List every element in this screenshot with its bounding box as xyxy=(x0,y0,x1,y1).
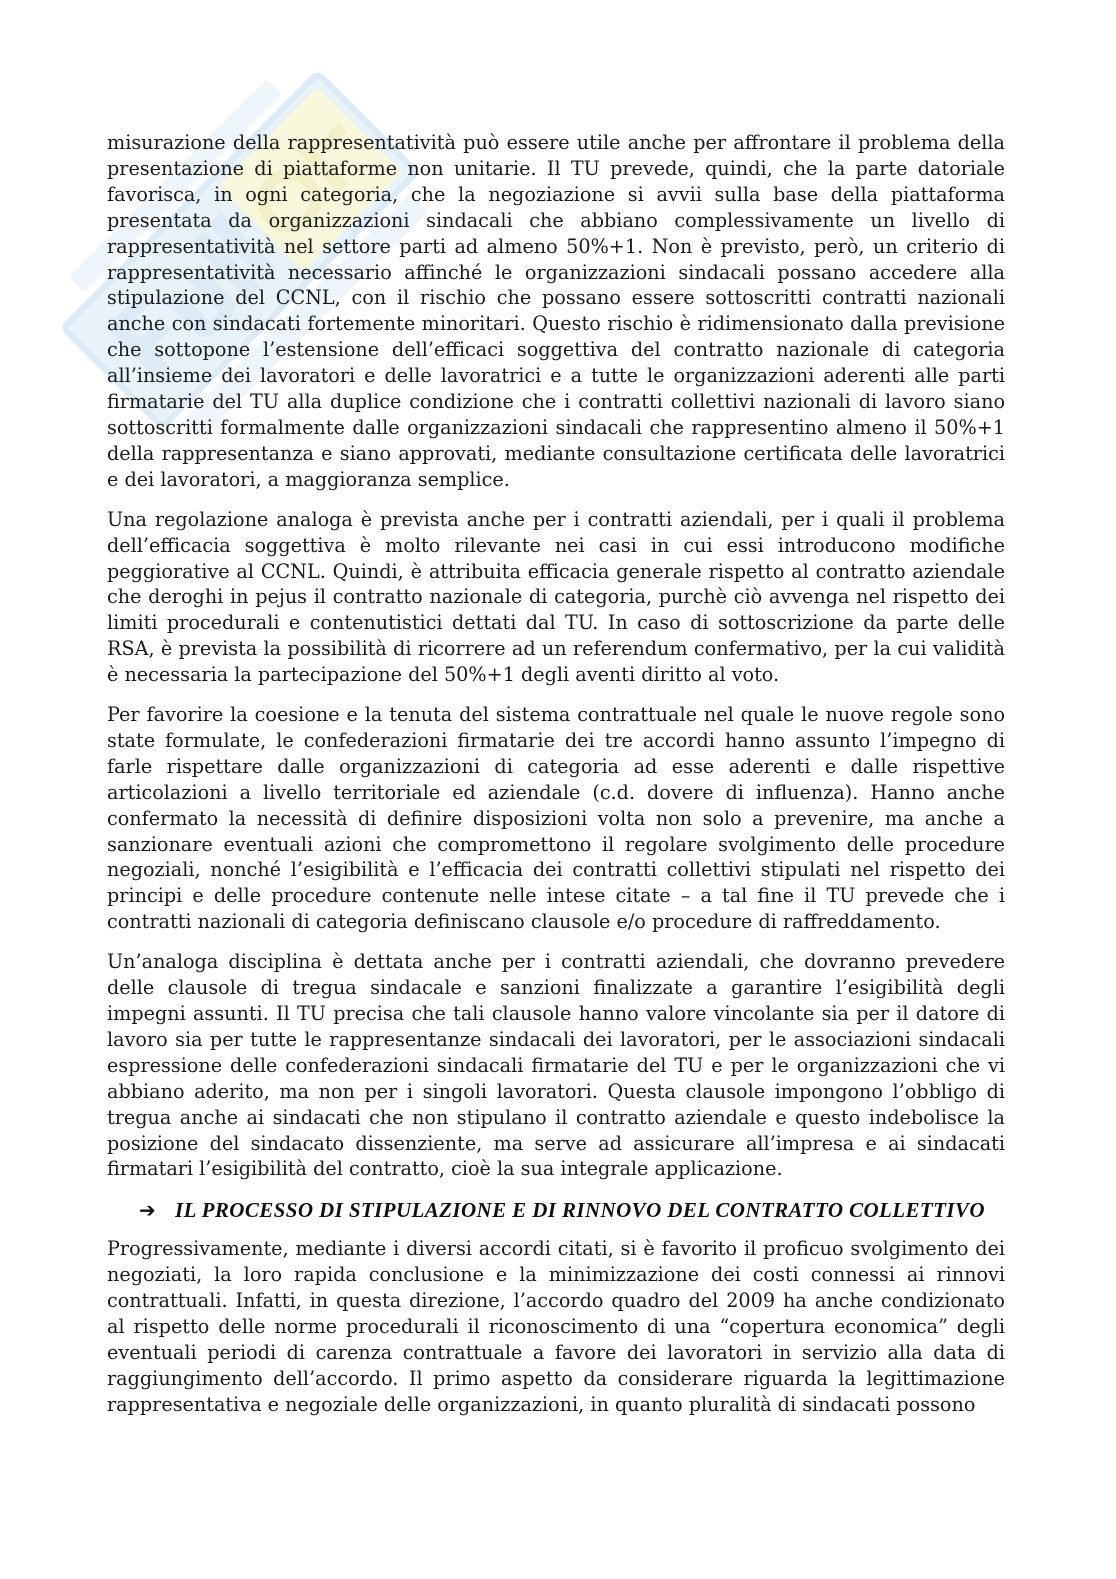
section-heading xyxy=(107,1196,1005,1224)
paragraph-5: Progressivamente, mediante i diversi accordi citati, si è favorito il proficuo svolgimento dei negoziati, la loro rapida conclusione e la minimizzazione dei costi connessi ai rinnovi contrattuali. Infatti, in questa direzione, l’accordo quadro del 2009 ha anche condizionato al rispetto delle norme procedurali il riconoscimento di una “copertura economica” degli eventuali periodi di carenza contrattuale a favore dei lavoratori in servizio alla data di raggiungimento dell’accordo. Il primo aspetto da considerare riguarda la legittimazione rappresentativa e negoziale delle organizzazioni, in quanto pluralità di sindacati possono xyxy=(107,1237,1005,1416)
paragraph-4: Un’analoga disciplina è dettata anche per i contratti aziendali, che dovranno prevedere delle clausole di tregua sindacale e sanzioni finalizzate a garantire l’esigibilità degli impegni assunti. Il TU precisa che tali clausole hanno valore vincolante sia per il datore di lavoro sia per tutte le rappresentanze sindacali dei lavoratori, per le associazioni sindacali espressione delle confederazioni sindacali firmatarie del TU e per le organizzazioni che vi abbiano aderito, ma non per i singoli lavoratori. Questa clausole impongono l’obbligo di tregua anche ai sindacati che non stipulano il contratto aziendale e questo indebolisce la posizione del sindacato dissenziente, ma serve ad assicurare all’impresa e ai sindacati firmatari l’esigibilità del contratto, cioè la sua integrale applicazione. xyxy=(107,950,1005,1181)
paragraph-2: Una regolazione analoga è prevista anche per i contratti aziendali, per i quali il problema dell’efficacia soggettiva è molto rilevante nei casi in cui essi introducono modifiche peggiorative al CCNL. Quindi, è attribuita efficacia generale rispetto al contratto aziendale che deroghi in pejus il contratto nazionale di categoria, purchè ciò avvenga nel rispetto dei limiti procedurali e contenutistici dettati dal TU. In caso di sottoscrizione da parte delle RSA, è prevista la possibilità di ricorrere ad un referendum confermativo, per la cui validità è necessaria la partecipazione del 50%+1 degli aventi diritto al voto. xyxy=(107,507,1005,687)
arrow-right-icon: ➔ xyxy=(139,1198,157,1223)
paragraph-1: misurazione della rappresentatività può essere utile anche per affrontare il problema della presentazione di piattaforme non unitarie. Il TU prevede, quindi, che la parte datoriale favorisca, in ogni categoria, che la negoziazione si avvii sulla base della piattaforma presentata da organizzazioni sindacali che abbiano complessivamente un livello di rappresentatività nel settore parti ad almeno 50%+1. Non è previsto, però, un criterio di rappresentatività necessario affinché le organizzazioni sindacali possano accedere alla stipulazione del CCNL, con il rischio che possano essere sottoscritti contratti nazionali anche con sindacati fortemente minoritari. Questo rischio è ridimensionato dalla previsione che sottopone l’estensione dell’efficaci soggettiva del contratto nazionale di categoria all’insieme dei lavoratori e delle lavoratrici e a tutte le organizzazioni aderenti alle parti firmatarie del TU alla duplice condizione che i contratti collettivi nazionali di lavoro siano sottoscritti formalmente dalle organizzazioni sindacali che rappresentino almeno il 50%+1 della rappresentanza e siano approvati, mediante consultazione certificata delle lavoratrici e dei lavoratori, a maggioranza semplice. xyxy=(107,131,1005,491)
section-heading-text: IL PROCESSO DI STIPULAZIONE E DI RINNOVO DEL CONTRATTO COLLETTIVO xyxy=(175,1198,985,1223)
paragraph-3: Per favorire la coesione e la tenuta del sistema contrattuale nel quale le nuove regole sono state formulate, le confederazioni firmatarie dei tre accordi hanno assunto l’impegno di farle rispettare dalle organizzazioni di categoria ad esse aderenti e dalle rispettive articolazioni a livello territoriale ed aziendale (c.d. dovere di influenza). Hanno anche confermato la necessità di definire disposizioni volta non solo a prevenire, ma anche a sanzionare eventuali azioni che compromettono il regolare svolgimento delle procedure negoziali, nonché l’esigibilità e l’efficacia dei contratti collettivi stipulati nel rispetto dei principi e delle procedure contenute nelle intese citate – a tal fine il TU prevede che i contratti nazionali di categoria definiscano clausole e/o procedure di raffreddamento. xyxy=(107,703,1005,934)
document-body xyxy=(107,130,1005,1432)
